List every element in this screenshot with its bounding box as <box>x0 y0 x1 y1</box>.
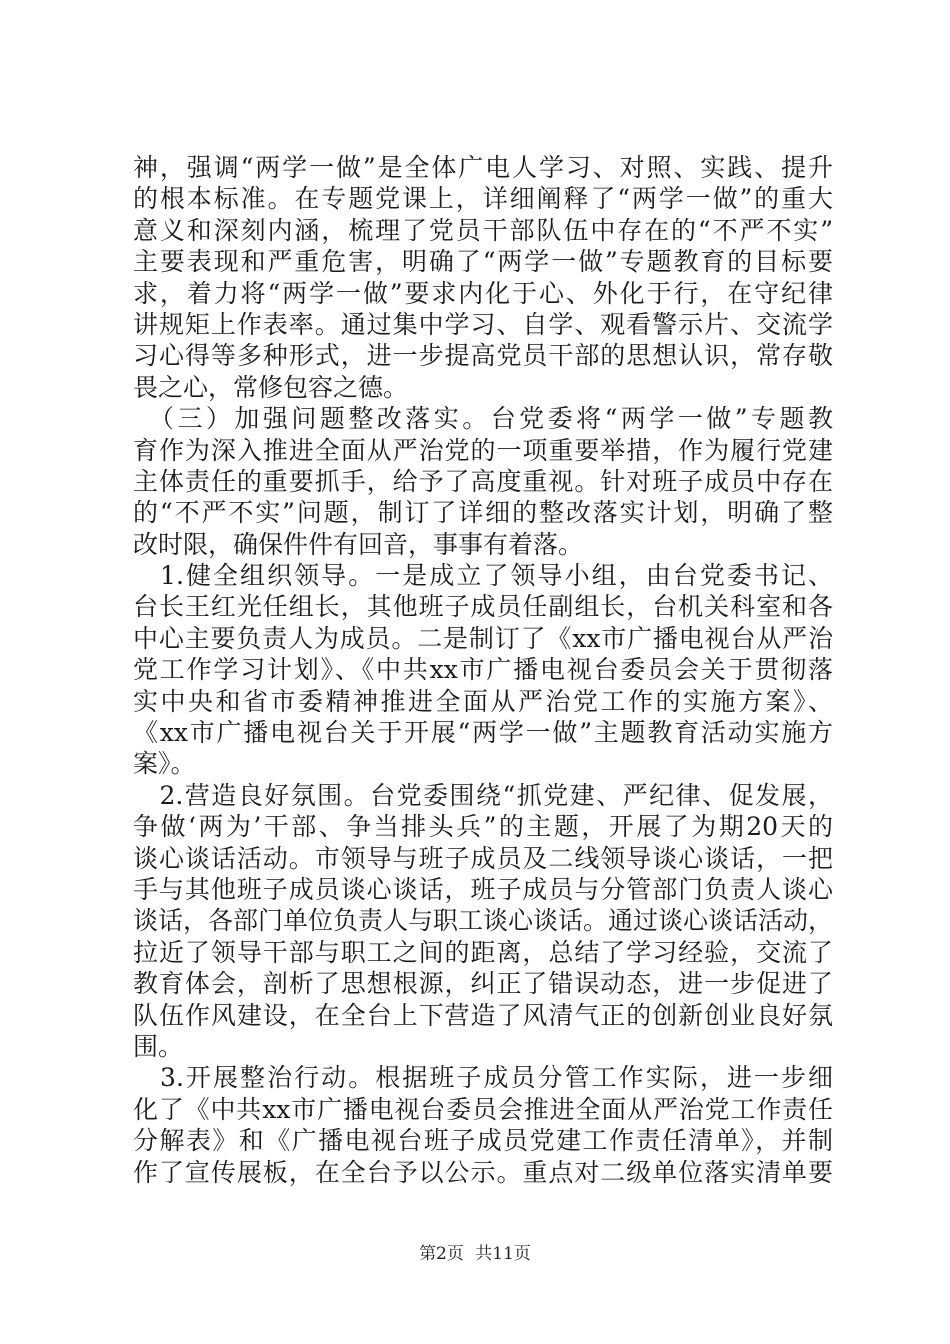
text-line: 化了《中共xx市广播电视台委员会推进全面从严治党工作责任 <box>133 1094 833 1124</box>
text-line: 神，强调“两学一做”是全体广电人学习、对照、实践、提升 <box>133 153 833 182</box>
text-line: 案》。 <box>133 749 196 779</box>
text-line: 育作为深入推进全面从严治党的一项重要举措，作为履行党建 <box>133 435 833 465</box>
text-line: 习心得等多种形式，进一步提高党员干部的思想认识，常存敬 <box>133 341 833 371</box>
text-line: 《xx市广播电视台关于开展“两学一做”主题教育活动实施方 <box>133 718 833 748</box>
text-line: （三）加强问题整改落实。台党委将“两学一做”专题教 <box>133 404 833 434</box>
text-line: 台长王红光任组长，其他班子成员任副组长，台机关科室和各 <box>133 592 833 622</box>
text-line: 谈心谈话活动。市领导与班子成员及二线领导谈心谈话，一把 <box>133 843 833 873</box>
text-line: 拉近了领导干部与职工之间的距离，总结了学习经验，交流了 <box>133 937 833 967</box>
text-line: 畏之心，常修包容之德。 <box>133 372 409 402</box>
text-line: 2.营造良好氛围。台党委围绕“抓党建、严纪律、促发展， <box>133 780 833 810</box>
text-line: 分解表》和《广播电视台班子成员党建工作责任清单》，并制 <box>133 1126 833 1156</box>
text-line: 讲规矩上作表率。通过集中学习、自学、观看警示片、交流学 <box>133 309 833 339</box>
text-line: 争做‘两为’干部、争当排头兵”的主题，开展了为期20天的 <box>133 812 833 842</box>
text-line: 主要表现和严重危害，明确了“两学一做”专题教育的目标要 <box>133 247 833 277</box>
text-line: 实中央和省市委精神推进全面从严治党工作的实施方案》、 <box>133 686 833 716</box>
text-line: 队伍作风建设，在全台上下营造了风清气正的创新创业良好氛 <box>133 1000 833 1030</box>
text-line: 求，着力将“两学一做”要求内化于心、外化于行，在守纪律 <box>133 278 833 308</box>
text-line: 改时限，确保件件有回音，事事有着落。 <box>133 529 584 559</box>
text-line: 主体责任的重要抓手，给予了高度重视。针对班子成员中存在 <box>133 466 833 496</box>
text-line: 教育体会，剖析了思想根源，纠正了错误动态，进一步促进了 <box>133 969 833 999</box>
text-line: 作了宣传展板，在全台予以公示。重点对二级单位落实清单要 <box>133 1157 833 1187</box>
text-line: 意义和深刻内涵，梳理了党员干部队伍中存在的“不严不实” <box>133 215 833 245</box>
text-line: 1.健全组织领导。一是成立了领导小组，由台党委书记、 <box>133 561 833 591</box>
text-line: 手与其他班子成员谈心谈话，班子成员与分管部门负责人谈心 <box>133 874 833 904</box>
document-body <box>133 152 833 1188</box>
text-line: 党工作学习计划》、《中共xx市广播电视台委员会关于贯彻落 <box>133 655 833 685</box>
page-footer <box>0 1242 950 1266</box>
text-line: 围。 <box>133 1031 184 1061</box>
text-line: 的根本标准。在专题党课上，详细阐释了“两学一做”的重大 <box>133 184 833 214</box>
text-line: 谈话，各部门单位负责人与职工谈心谈话。通过谈心谈话活动， <box>133 906 833 936</box>
page-total: 共11页 <box>475 1244 531 1264</box>
page-number: 第2页 <box>419 1244 464 1264</box>
text-line: 中心主要负责人为成员。二是制订了《xx市广播电视台从严治 <box>133 623 833 653</box>
text-line: 3.开展整治行动。根据班子成员分管工作实际，进一步细 <box>133 1063 833 1093</box>
text-line: 的“不严不实”问题，制订了详细的整改落实计划，明确了整 <box>133 498 833 528</box>
